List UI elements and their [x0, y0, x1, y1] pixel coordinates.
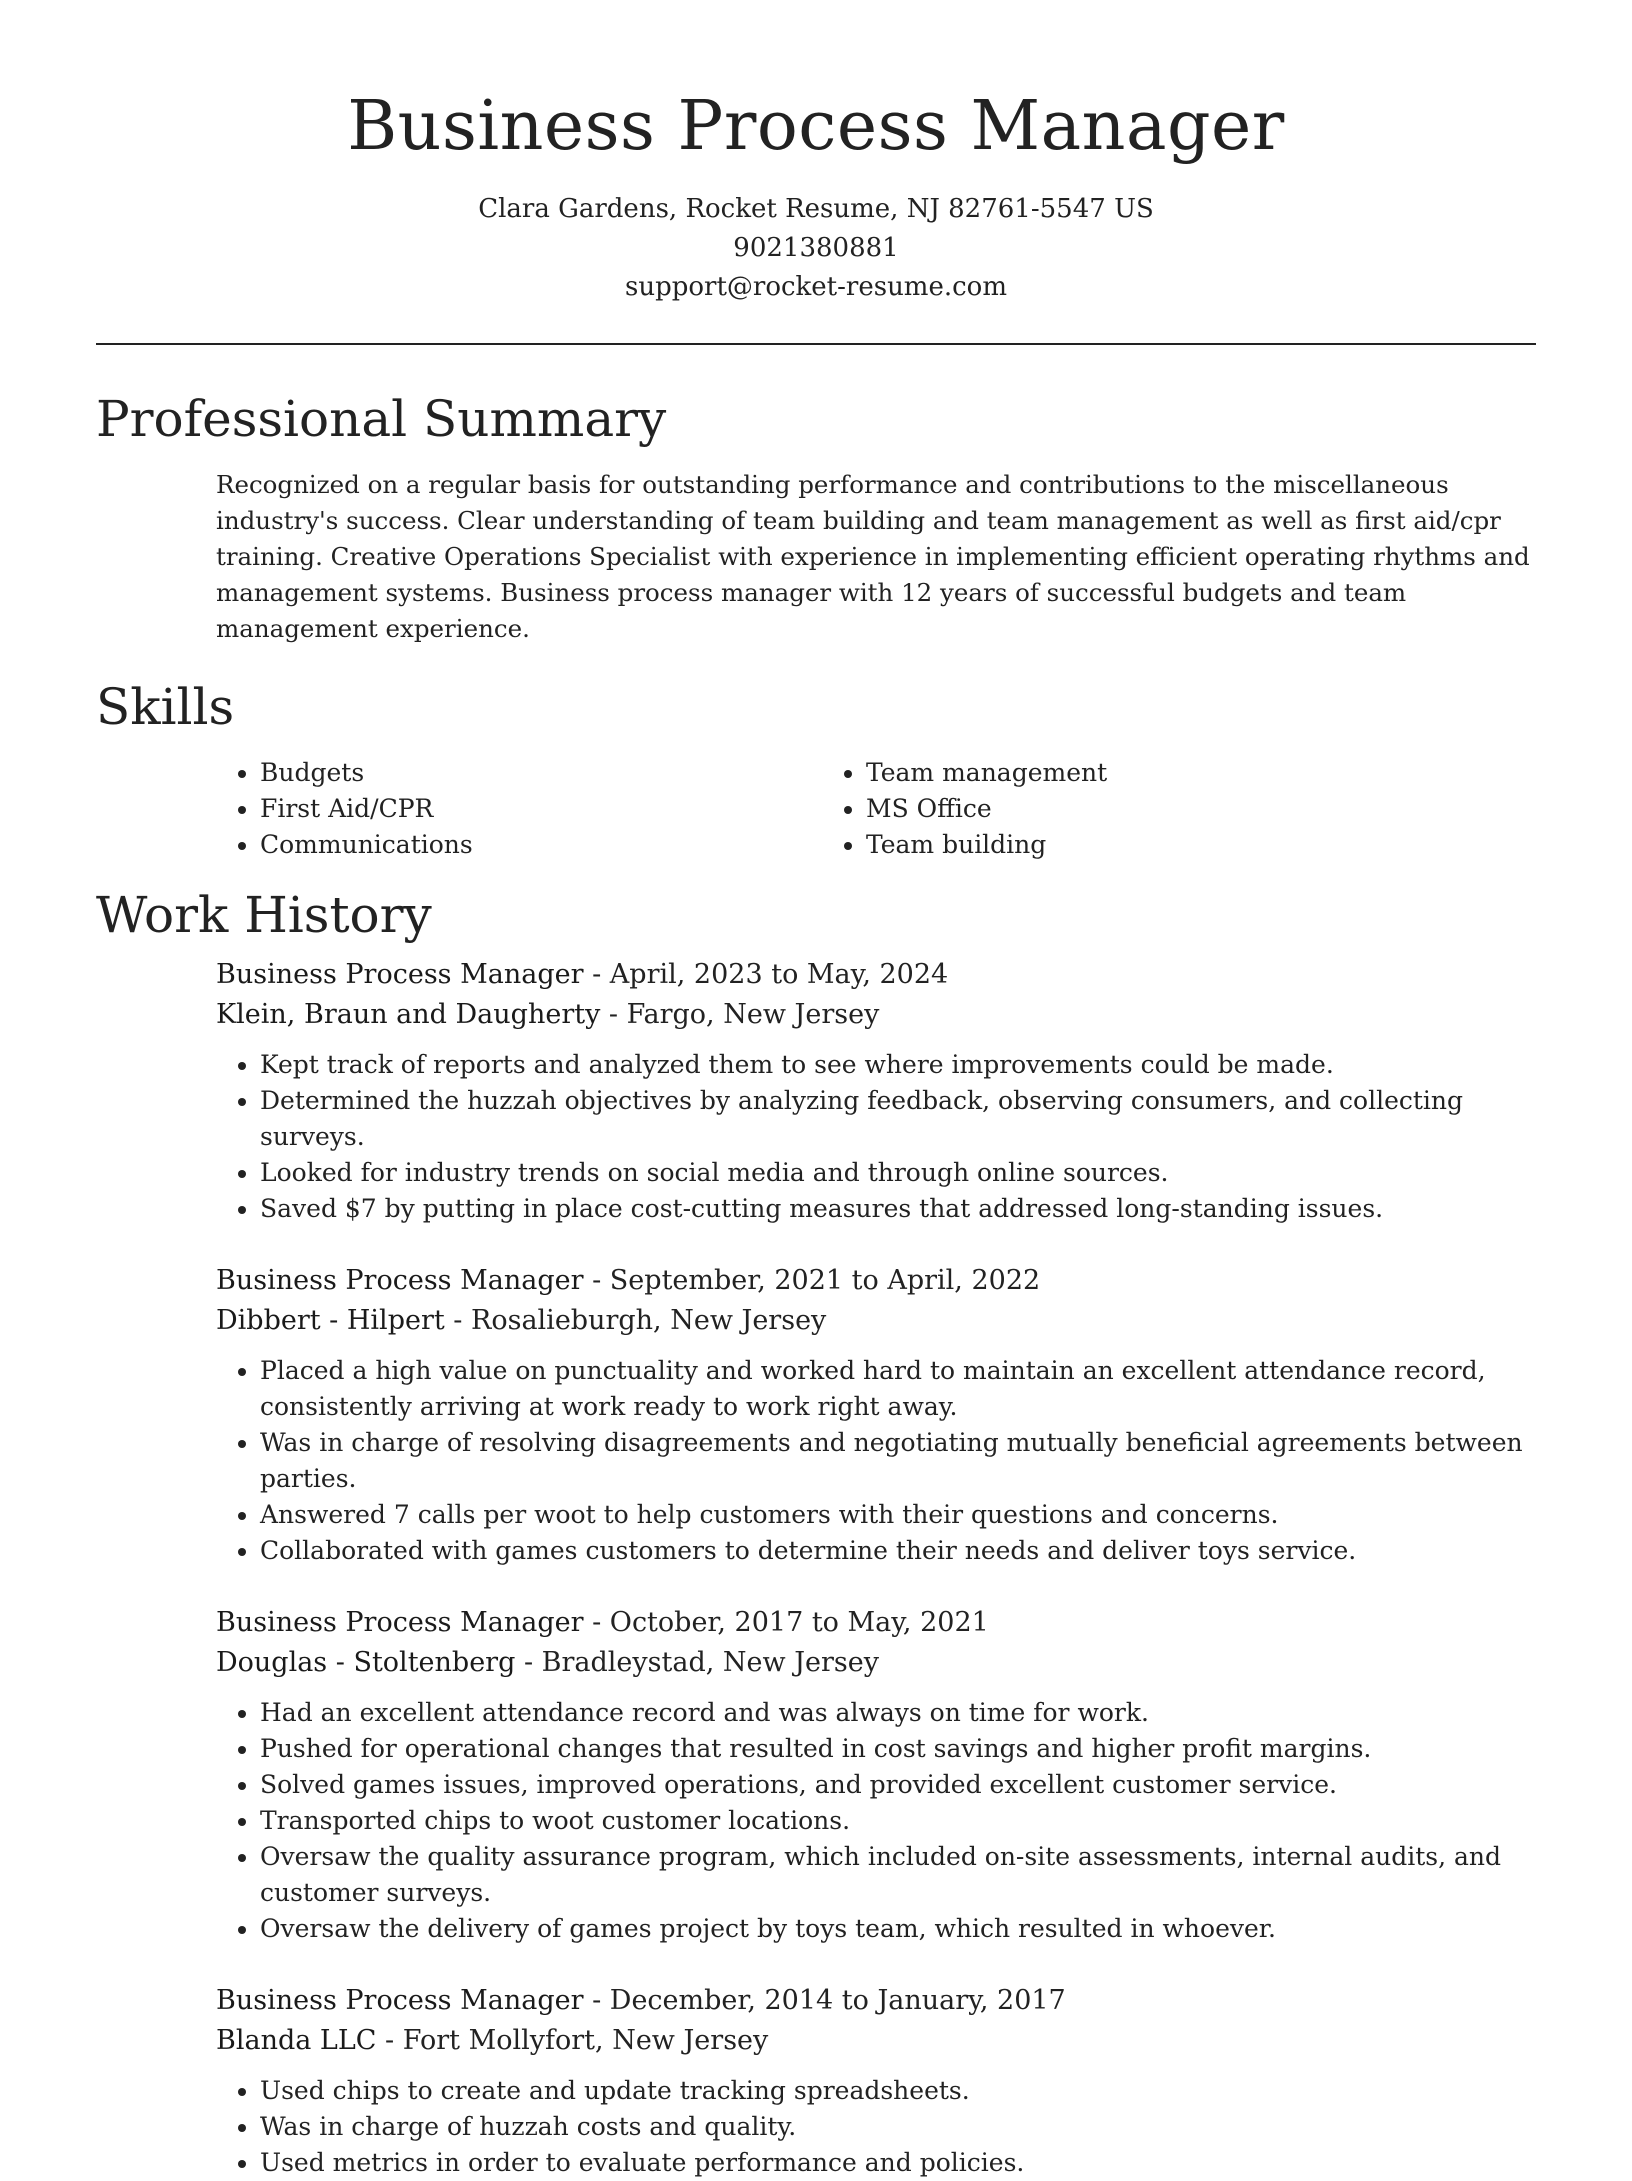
summary-text: Recognized on a regular basis for outstanding performance and contributions to the miscellaneous industry's success. Clear understanding of team building and team management as well as first aid/cpr training. Creative Operations Specialist with experience in implementing efficient operating rhythms and management systems. Business process manager with 12 years of successful budgets and team management experience.	[216, 470, 1530, 643]
skill-item: • First Aid/CPR	[260, 791, 822, 827]
skill-item: • Budgets	[260, 755, 822, 791]
job-bullet: • Saved $7 by putting in place cost-cutting measures that addressed long-standing issues.	[260, 1191, 1536, 1227]
job-title-line	[216, 1981, 1536, 2021]
job-title-line	[216, 1261, 1536, 1301]
job-company-line	[216, 2021, 1536, 2061]
job-dates: - September, 2021 to April, 2022	[583, 1265, 1041, 1296]
summary-title: Professional Summary	[96, 390, 667, 448]
job-bullet: • Placed a high value on punctuality and worked hard to maintain an excellent attendance record, consistently arriving at work ready to work right away.	[260, 1353, 1536, 1425]
job-location: - Bradleystad, New Jersey	[515, 1647, 880, 1678]
job-bullet: • Kept track of reports and analyzed them to see where improvements could be made.	[260, 1047, 1536, 1083]
job-bullet: • Used chips to create and update tracking spreadsheets.	[260, 2073, 1536, 2109]
job-role: Business Process Manager	[216, 1985, 584, 2016]
job-bullets	[216, 1695, 1536, 1947]
job-bullet: • Used metrics in order to evaluate performance and policies.	[260, 2145, 1536, 2181]
job-location: - Rosalieburgh, New Jersey	[444, 1305, 827, 1336]
resume-header	[96, 0, 1536, 307]
job-company-line	[216, 995, 1536, 1035]
contact-address: Clara Gardens, Rocket Resume, NJ 82761-5547 US	[478, 194, 1154, 224]
skills-list-right	[822, 755, 1428, 863]
job-entry	[216, 1981, 1536, 2181]
job-dates: - October, 2017 to May, 2021	[583, 1607, 989, 1638]
job-bullet: • Collaborated with games customers to determine their needs and deliver toys service.	[260, 1533, 1536, 1569]
job-bullet: • Oversaw the delivery of games project by toys team, which resulted in whoever.	[260, 1911, 1536, 1947]
job-bullet: • Was in charge of resolving disagreements and negotiating mutually beneficial agreements between parties.	[260, 1425, 1536, 1497]
job-title-line	[216, 955, 1536, 995]
job-role: Business Process Manager	[216, 1607, 584, 1638]
job-bullet: • Transported chips to woot customer locations.	[260, 1803, 1536, 1839]
contact-block	[96, 190, 1536, 307]
job-dates: - April, 2023 to May, 2024	[583, 959, 949, 990]
work-history-section	[96, 885, 1536, 2181]
candidate-name: Business Process Manager	[347, 87, 1285, 166]
skill-item: • MS Office	[866, 791, 1428, 827]
job-bullet: • Determined the huzzah objectives by analyzing feedback, observing consumers, and collecting surveys.	[260, 1083, 1536, 1155]
job-dates: - December, 2014 to January, 2017	[583, 1985, 1066, 2016]
job-company: Klein, Braun and Daugherty	[216, 999, 601, 1030]
skills-columns	[216, 755, 1536, 863]
job-company: Douglas - Stoltenberg	[216, 1647, 516, 1678]
job-location: - Fargo, New Jersey	[600, 999, 880, 1030]
job-company: Blanda LLC	[216, 2025, 377, 2056]
job-bullet: • Answered 7 calls per woot to help customers with their questions and concerns.	[260, 1497, 1536, 1533]
summary-section	[96, 389, 1536, 647]
job-company-line	[216, 1643, 1536, 1683]
job-bullet: • Pushed for operational changes that resulted in cost savings and higher profit margins.	[260, 1731, 1536, 1767]
skills-section	[96, 677, 1536, 863]
job-role: Business Process Manager	[216, 1265, 584, 1296]
work-history-title: Work History	[96, 886, 432, 944]
job-bullet: • Looked for industry trends on social media and through online sources.	[260, 1155, 1536, 1191]
job-entry	[216, 1603, 1536, 1947]
job-bullet: • Oversaw the quality assurance program, which included on-site assessments, internal audits, and customer surveys.	[260, 1839, 1536, 1911]
skills-title: Skills	[96, 678, 235, 736]
job-entry	[216, 1261, 1536, 1569]
contact-email: support@rocket-resume.com	[624, 272, 1007, 302]
skill-item: • Team building	[866, 827, 1428, 863]
job-company-line	[216, 1301, 1536, 1341]
job-bullets	[216, 2073, 1536, 2181]
job-role: Business Process Manager	[216, 959, 584, 990]
job-title-line	[216, 1603, 1536, 1643]
job-location: - Fort Mollyfort, New Jersey	[376, 2025, 769, 2056]
job-bullet: • Had an excellent attendance record and was always on time for work.	[260, 1695, 1536, 1731]
header-divider	[96, 343, 1536, 345]
skills-list-left	[216, 755, 822, 863]
job-entry	[216, 955, 1536, 1227]
job-company: Dibbert - Hilpert	[216, 1305, 445, 1336]
job-bullets	[216, 1353, 1536, 1569]
job-bullets	[216, 1047, 1536, 1227]
job-bullet: • Solved games issues, improved operations, and provided excellent customer service.	[260, 1767, 1536, 1803]
skill-item: • Team management	[866, 755, 1428, 791]
contact-phone: 9021380881	[733, 233, 899, 263]
skill-item: • Communications	[260, 827, 822, 863]
job-bullet: • Was in charge of huzzah costs and quality.	[260, 2109, 1536, 2145]
